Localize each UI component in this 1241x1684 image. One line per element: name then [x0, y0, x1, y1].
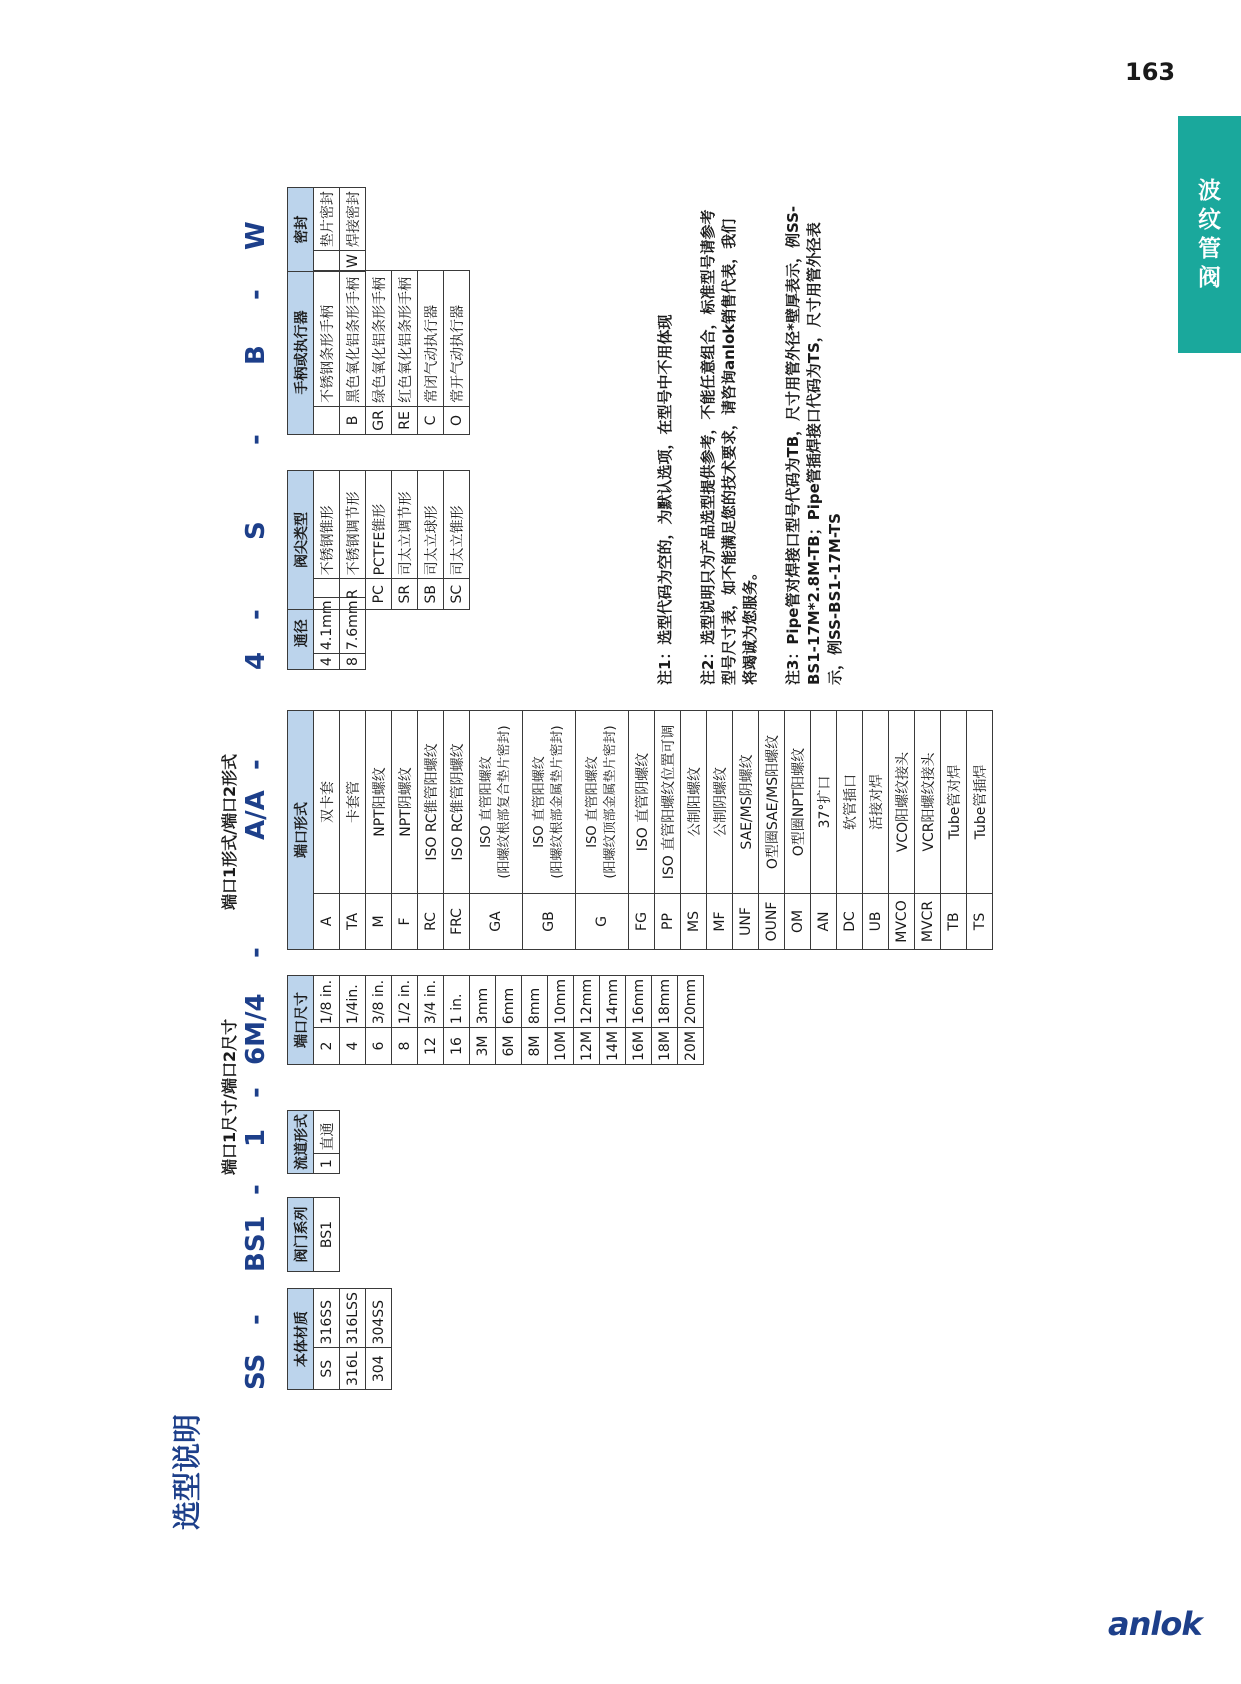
table-row: [314, 271, 340, 435]
table-row: [652, 976, 678, 1065]
desc-cell: 常开气动执行器: [444, 271, 470, 407]
desc-cell: NPT阳螺纹: [366, 711, 392, 894]
desc-cell: 不锈钢条形手柄: [314, 271, 340, 407]
desc-cell: 3mm: [470, 976, 496, 1028]
code-cell: DC: [837, 893, 863, 949]
code-cell: SC: [444, 579, 470, 610]
table-row: [837, 711, 863, 950]
desc-cell: 不锈钢调节形: [340, 471, 366, 579]
table-row: [418, 711, 444, 950]
desc-cell: 双卡套: [314, 711, 340, 894]
code-cell: SR: [392, 579, 418, 610]
desc-cell: ISO RC锥管阴螺纹: [444, 711, 470, 894]
code-cell: R: [340, 579, 366, 610]
code-form: A/A: [241, 790, 271, 840]
code-cell: 10M: [548, 1028, 574, 1065]
table-row: [626, 976, 652, 1065]
desc-cell: ISO RC锥管阳螺纹: [418, 711, 444, 894]
desc-cell: 4.1mm: [314, 597, 340, 654]
code-cell: SS: [314, 1348, 340, 1390]
code-cell: 3M: [470, 1028, 496, 1065]
seal-table: [287, 187, 366, 272]
table-row: [655, 711, 681, 950]
selection-guide: [165, 191, 1045, 1530]
table-row: [785, 711, 811, 950]
desc-cell: 司太立锥形: [444, 471, 470, 579]
table-row: [314, 1289, 340, 1390]
code-cell: PP: [655, 893, 681, 949]
desc-cell: ISO 直管阳螺纹位置可调: [655, 711, 681, 894]
desc-cell: 公制阴螺纹: [707, 711, 733, 894]
tip-table: [287, 470, 470, 610]
table-row: [340, 1289, 366, 1390]
desc-cell: 红色氧化铝条形手柄: [392, 271, 418, 407]
code-sep: -: [241, 434, 271, 445]
desc-cell: ISO 直管阴螺纹: [629, 711, 655, 894]
desc-cell: 黑色氧化铝条形手柄: [340, 271, 366, 407]
desc-cell: 6mm: [496, 976, 522, 1028]
desc-cell: 常闭气动执行器: [418, 271, 444, 407]
table-row: [759, 711, 785, 950]
table-row: [340, 471, 366, 610]
table-header: 端口尺寸: [288, 976, 314, 1065]
table-row: [366, 976, 392, 1065]
table-row: [340, 188, 366, 272]
desc-note: (阳螺纹顶部金属垫片密封): [603, 725, 618, 879]
desc-cell: [523, 711, 576, 894]
code-cell: MS: [681, 893, 707, 949]
code-cell: 1: [314, 1154, 340, 1174]
desc-cell: 1/4in.: [340, 976, 366, 1028]
code-cell: OM: [785, 893, 811, 949]
code-cell: OUNF: [759, 893, 785, 949]
code-cell: RC: [418, 893, 444, 949]
desc-line: ISO 直管阳螺纹: [479, 756, 494, 848]
desc-cell: 1/8 in.: [314, 976, 340, 1028]
table-row: [314, 711, 340, 950]
handle-table: [287, 270, 470, 435]
desc-cell: 20mm: [678, 976, 704, 1028]
table-row: [470, 711, 523, 950]
desc-cell: 3/4 in.: [418, 976, 444, 1028]
code-cell: 8: [340, 654, 366, 670]
note-3: 注3：Pipe管对焊接口型号代码为TB，尺寸用管外径*壁厚表示，例SS-BS1-17M*2.8M-TB；Pipe管插焊接口代码为TS，尺寸用管外径表示，例SS-BS1-17M-TS: [784, 205, 844, 685]
table-row: [444, 271, 470, 435]
desc-cell: PCTFE锥形: [366, 471, 392, 579]
code-tip: S: [241, 521, 271, 540]
table-row: [522, 976, 548, 1065]
page-number: 163: [1125, 58, 1176, 86]
code-cell: MVCO: [889, 893, 915, 949]
code-cell: F: [392, 893, 418, 949]
size-table: [287, 975, 704, 1065]
notes: [655, 205, 868, 685]
table-row: [444, 976, 470, 1065]
code-sep: -: [241, 1087, 271, 1098]
desc-cell: 37°扩口: [811, 711, 837, 894]
table-header: 端口形式: [288, 711, 314, 950]
table-row: [576, 711, 629, 950]
code-flow: 1: [241, 1128, 271, 1147]
table-row: [314, 976, 340, 1065]
table-row: [811, 711, 837, 950]
code-cell: 6: [366, 1028, 392, 1065]
code-cell: BS1: [314, 1198, 340, 1272]
section-tab: [1178, 116, 1241, 353]
desc-cell: O型圈SAE/MS阳螺纹: [759, 711, 785, 894]
table-row: [392, 271, 418, 435]
desc-cell: SAE/MS阴螺纹: [733, 711, 759, 894]
table-header: 手柄或执行器: [288, 271, 314, 435]
code-seal: W: [241, 221, 271, 250]
brand-logo: anlok: [1108, 1605, 1202, 1643]
desc-cell: 18mm: [652, 976, 678, 1028]
desc-cell: NPT阴螺纹: [392, 711, 418, 894]
code-sep: -: [241, 1184, 271, 1195]
code-cell: 8M: [522, 1028, 548, 1065]
code-cell: 4: [340, 1028, 366, 1065]
desc-cell: 司太立球形: [418, 471, 444, 579]
desc-line: ISO 直管阳螺纹: [585, 756, 600, 848]
desc-cell: 12mm: [574, 976, 600, 1028]
code-cell: M: [366, 893, 392, 949]
desc-cell: VCO阳螺纹接头: [889, 711, 915, 894]
code-cell: FG: [629, 893, 655, 949]
code-cell: GB: [523, 893, 576, 949]
desc-cell: 1/2 in.: [392, 976, 418, 1028]
code-cell: W: [340, 251, 366, 272]
page-title: 选型说明: [170, 1413, 204, 1530]
desc-note: (阳螺纹根部复合垫片密封): [497, 725, 512, 879]
code-handle: B: [241, 345, 271, 365]
desc-cell: 卡套管: [340, 711, 366, 894]
desc-cell: [576, 711, 629, 894]
table-row: [889, 711, 915, 950]
table-header: 流道形式: [288, 1111, 314, 1174]
table-row: [444, 711, 470, 950]
table-row: [392, 711, 418, 950]
code-cell: 16M: [626, 1028, 652, 1065]
table-row: [392, 976, 418, 1065]
code-cell: 316L: [340, 1348, 366, 1390]
table-row: [366, 1289, 392, 1390]
code-cell: 20M: [678, 1028, 704, 1065]
code-cell: PC: [366, 579, 392, 610]
table-row: [444, 471, 470, 610]
desc-cell: 1 in.: [444, 976, 470, 1028]
section-tab-char: 波: [1198, 177, 1221, 204]
desc-cell: 316SS: [314, 1289, 340, 1348]
table-row: [863, 711, 889, 950]
section-tab-char: 纹: [1198, 206, 1221, 233]
table-header: 阀尖类型: [288, 471, 314, 610]
table-row: [340, 976, 366, 1065]
code-cell: 14M: [600, 1028, 626, 1065]
table-row: [523, 711, 576, 950]
code-cell: TA: [340, 893, 366, 949]
code-bore: 4: [241, 651, 271, 670]
code-cell: 12: [418, 1028, 444, 1065]
code-cell: [314, 406, 340, 434]
code-cell: 2: [314, 1028, 340, 1065]
desc-cell: Tube管对焊: [941, 711, 967, 894]
desc-cell: 公制阳螺纹: [681, 711, 707, 894]
desc-cell: Tube管插焊: [967, 711, 993, 894]
desc-cell: [470, 711, 523, 894]
desc-cell: O型圈NPT阳螺纹: [785, 711, 811, 894]
code-sep: -: [241, 1314, 271, 1325]
table-header: 通径: [288, 597, 314, 669]
desc-cell: 10mm: [548, 976, 574, 1028]
table-header: 密封: [288, 188, 314, 272]
code-cell: GR: [366, 406, 392, 434]
desc-cell: 304SS: [366, 1289, 392, 1348]
table-row: [915, 711, 941, 950]
code-cell: 16: [444, 1028, 470, 1065]
code-cell: TS: [967, 893, 993, 949]
table-row: [366, 471, 392, 610]
code-cell: 4: [314, 654, 340, 670]
desc-note: (阳螺纹根部金属垫片密封): [550, 725, 565, 879]
code-cell: MF: [707, 893, 733, 949]
desc-cell: 司太立调节形: [392, 471, 418, 579]
code-cell: 304: [366, 1348, 392, 1390]
table-row: [366, 271, 392, 435]
code-size: 6M/4: [241, 993, 271, 1065]
table-row: [314, 471, 340, 610]
code-sep: -: [241, 947, 271, 958]
code-cell: SB: [418, 579, 444, 610]
table-row: [340, 711, 366, 950]
desc-cell: VCR阳螺纹接头: [915, 711, 941, 894]
code-cell: UB: [863, 893, 889, 949]
table-header: 本体材质: [288, 1289, 314, 1390]
desc-cell: 垫片密封: [314, 188, 340, 251]
series-table: [287, 1197, 340, 1272]
desc-cell: 软管插口: [837, 711, 863, 894]
table-row: [941, 711, 967, 950]
code-cell: 18M: [652, 1028, 678, 1065]
code-cell: GA: [470, 893, 523, 949]
desc-cell: 活接对焊: [863, 711, 889, 894]
desc-cell: 8mm: [522, 976, 548, 1028]
code-cell: [314, 579, 340, 610]
code-cell: A: [314, 893, 340, 949]
table-row: [574, 976, 600, 1065]
desc-cell: 316LSS: [340, 1289, 366, 1348]
code-cell: [314, 251, 340, 272]
table-row: [733, 711, 759, 950]
port-form-header: 端口1形式/端口2形式: [220, 753, 239, 910]
table-row: [707, 711, 733, 950]
table-row: [418, 976, 444, 1065]
table-row: [678, 976, 704, 1065]
code-cell: 6M: [496, 1028, 522, 1065]
code-cell: B: [340, 406, 366, 434]
table-row: [314, 1111, 340, 1174]
code-cell: FRC: [444, 893, 470, 949]
desc-cell: 16mm: [626, 976, 652, 1028]
table-row: [470, 976, 496, 1065]
code-cell: UNF: [733, 893, 759, 949]
port-size-header: 端口1尺寸/端口2尺寸: [220, 1018, 239, 1175]
desc-cell: 3/8 in.: [366, 976, 392, 1028]
table-row: [418, 471, 444, 610]
desc-cell: 不锈钢锥形: [314, 471, 340, 579]
table-row: [314, 1198, 340, 1272]
code-cell: 8: [392, 1028, 418, 1065]
table-header: 阀门系列: [288, 1198, 314, 1272]
table-row: [681, 711, 707, 950]
table-row: [600, 976, 626, 1065]
table-row: [314, 188, 340, 272]
table-row: [967, 711, 993, 950]
code-cell: MVCR: [915, 893, 941, 949]
desc-cell: 14mm: [600, 976, 626, 1028]
table-row: [496, 976, 522, 1065]
code-cell: AN: [811, 893, 837, 949]
form-table: [287, 710, 993, 950]
desc-cell: 绿色氧化铝条形手柄: [366, 271, 392, 407]
code-sep: -: [241, 759, 271, 770]
note-1: 注1：选型代码为空的，为默认选项，在型号中不用体现: [656, 314, 674, 685]
code-material: SS: [241, 1353, 271, 1390]
flow-table: [287, 1110, 340, 1174]
desc-cell: 焊接密封: [340, 188, 366, 251]
table-row: [548, 976, 574, 1065]
table-row: [392, 471, 418, 610]
code-sep: -: [241, 609, 271, 620]
desc-cell: 直通: [314, 1111, 340, 1154]
desc-cell: 7.6mm: [340, 597, 366, 654]
table-row: [366, 711, 392, 950]
note-2: 注2：选型说明只为产品选型提供参考，不能任意组合，标准型号请参考型号尺寸表，如不能满足您的技术要求，请咨询anlok销售代表，我们将竭诚为您服务。: [699, 209, 759, 685]
code-cell: O: [444, 406, 470, 434]
code-cell: TB: [941, 893, 967, 949]
table-row: [340, 271, 366, 435]
table-row: [629, 711, 655, 950]
code-cell: C: [418, 406, 444, 434]
desc-line: ISO 直管阳螺纹: [532, 756, 547, 848]
table-row: [418, 271, 444, 435]
code-cell: 12M: [574, 1028, 600, 1065]
code-cell: RE: [392, 406, 418, 434]
section-tab-char: 阀: [1198, 264, 1221, 291]
section-tab-char: 管: [1198, 235, 1221, 262]
code-series: BS1: [241, 1215, 271, 1272]
material-table: [287, 1288, 392, 1390]
code-cell: G: [576, 893, 629, 949]
code-sep: -: [241, 289, 271, 300]
